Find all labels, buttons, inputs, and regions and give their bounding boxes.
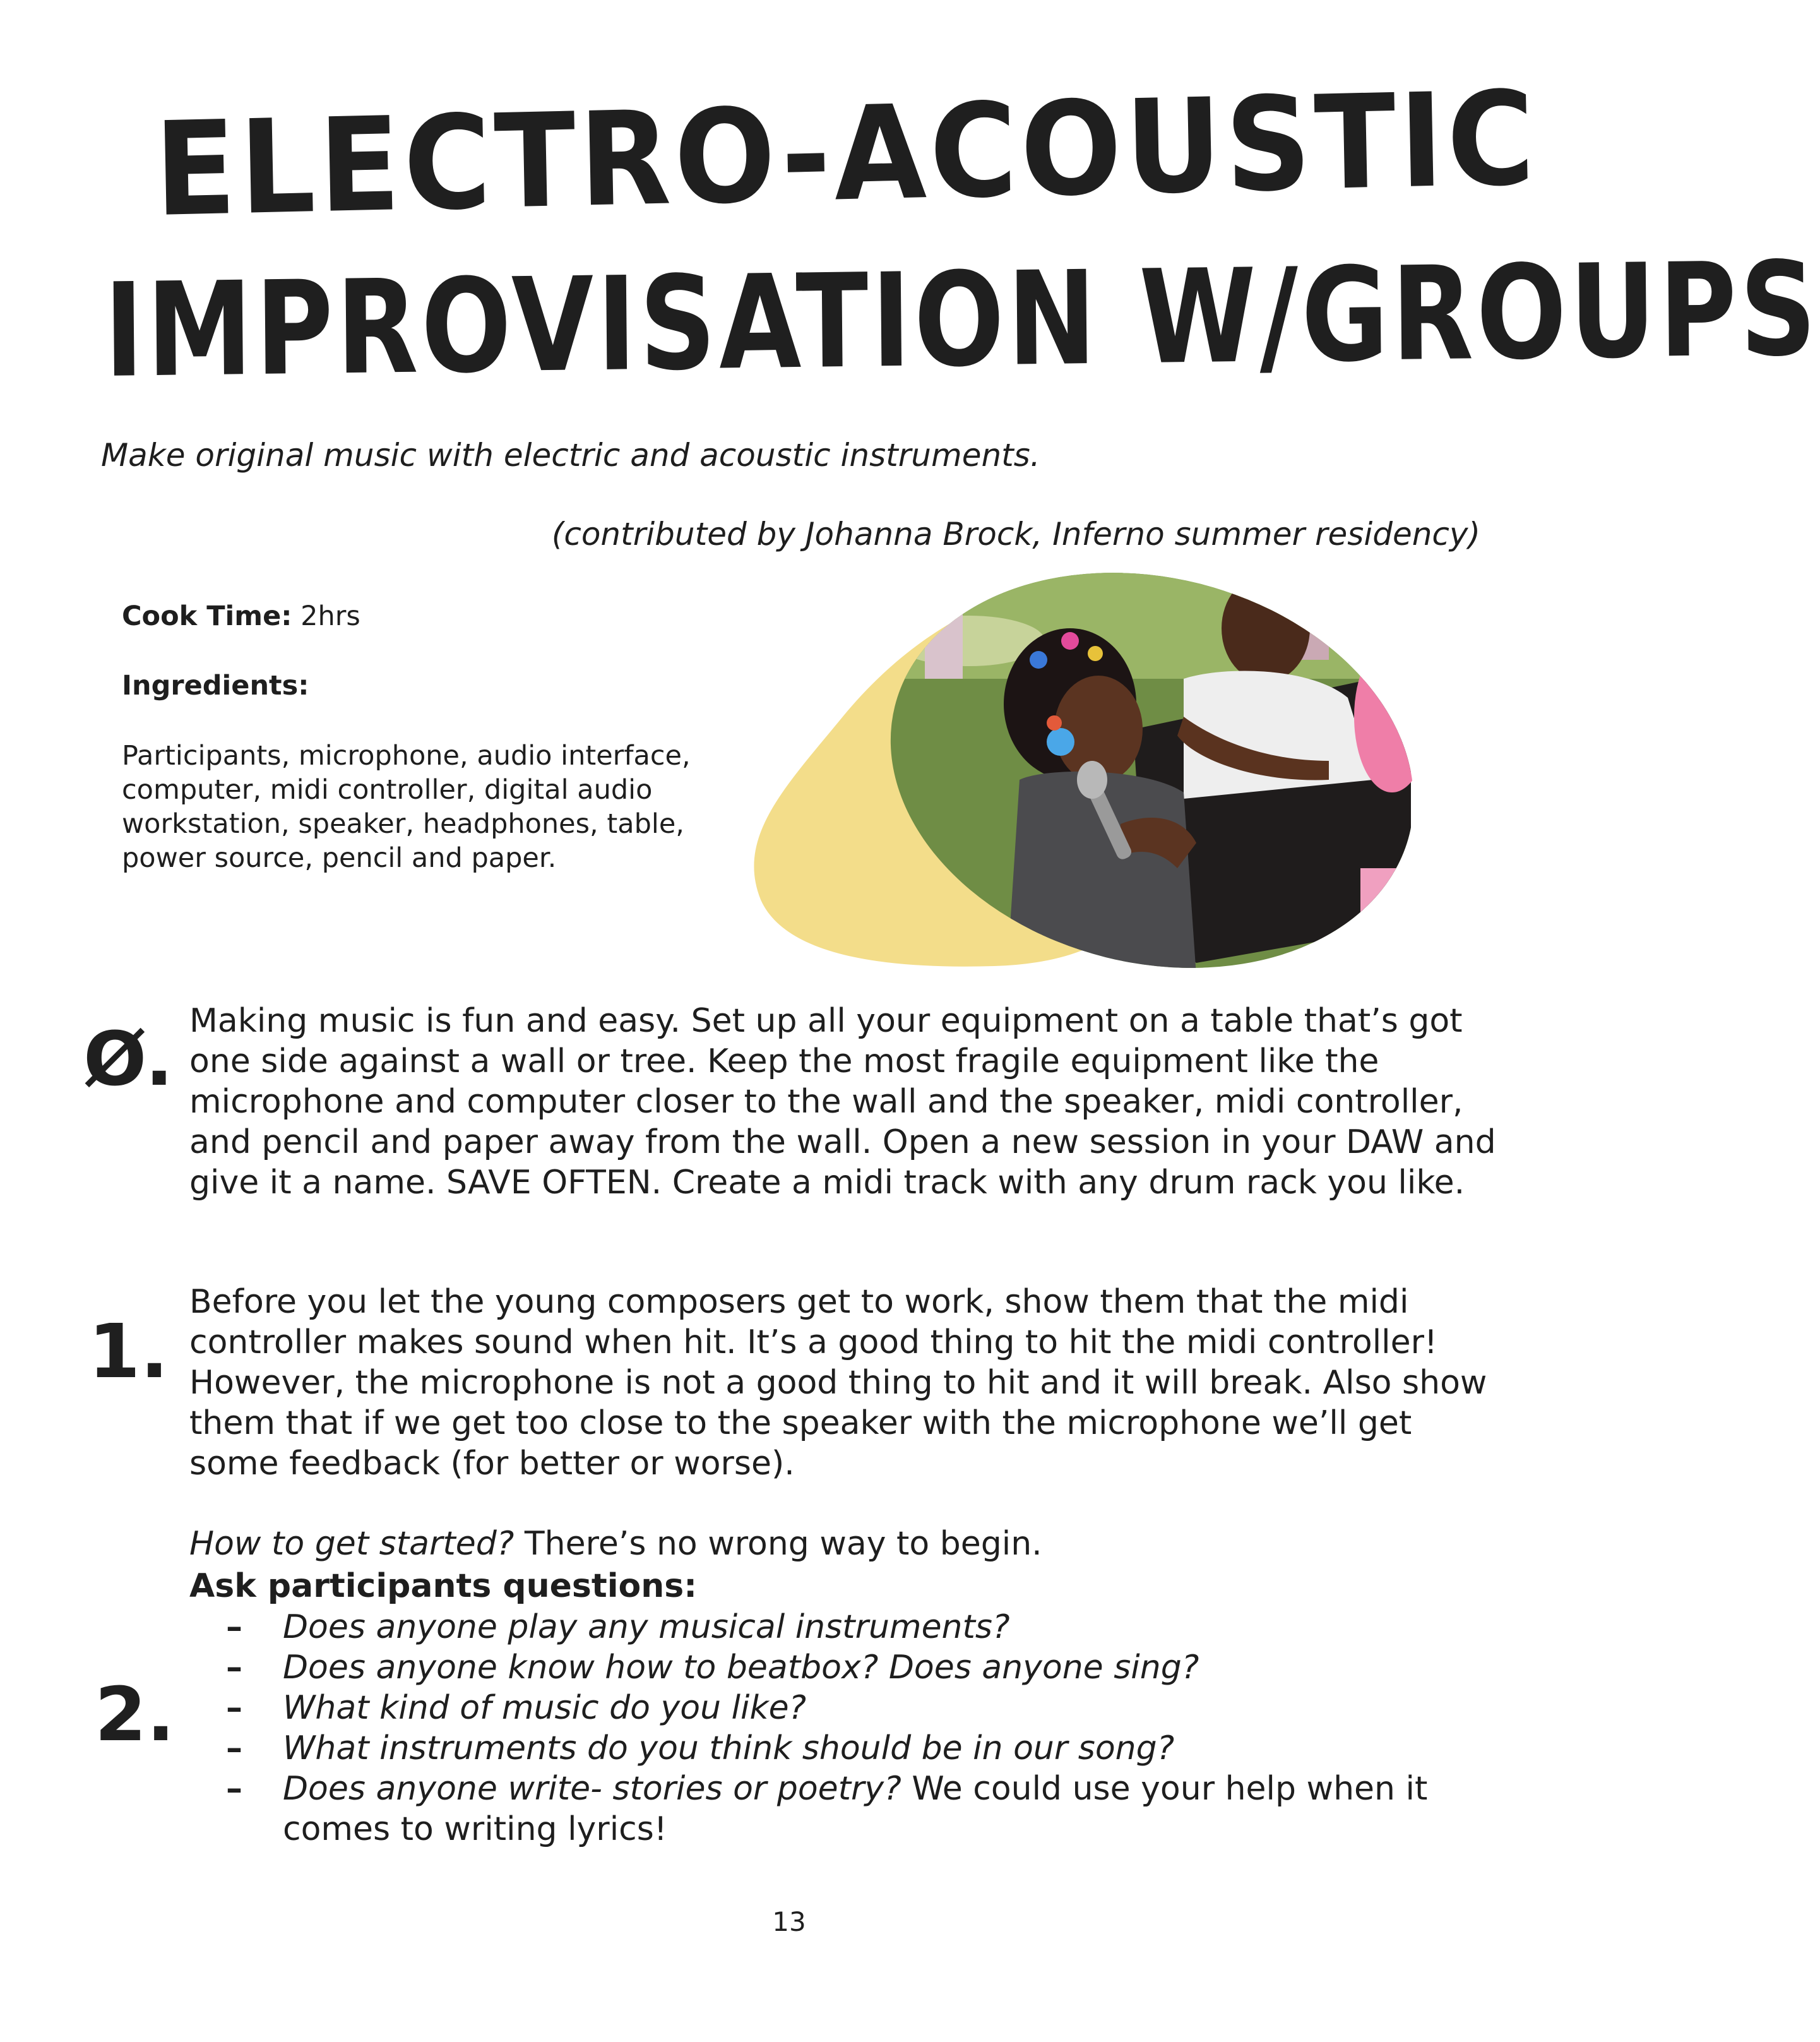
title-line-2: IMPROVISATION W/GROUPS (103, 234, 1820, 407)
dash-icon: – (226, 1729, 242, 1767)
start-question: How to get started? (189, 1525, 514, 1563)
question-text: What instruments do you think should be in our song? (283, 1729, 1175, 1767)
questions-heading (189, 1566, 1502, 1606)
ingredients-heading: Ingredients: (122, 670, 309, 702)
question-text: Does anyone write- stories or poetry? (283, 1770, 901, 1808)
step-0-text: Making music is fun and easy. Set up all your equipment on a table that’s got one side against a wall or tree. Keep the most fragile equipment like the microphone and computer closer to the wall and the speaker, midi controller, and pencil and paper away from the wall. Open a new session in your DAW and give it a name. SAVE OFTEN. Create a midi track with any drum rack you like. (189, 1002, 1496, 1202)
cook-time-label: Cook Time: (122, 600, 292, 632)
start-answer: There’s no wrong way to begin. (514, 1525, 1042, 1563)
question-followup: We could use your help when it comes to writing lyrics! (283, 1770, 1428, 1848)
dash-icon: – (226, 1770, 242, 1808)
list-item (189, 1607, 1502, 1647)
list-item (189, 1728, 1502, 1769)
ingredients-text: Participants, microphone, audio interface, computer, midi controller, digital audio workstation, speaker, headphones, table, power source, pencil and paper. (122, 740, 691, 874)
step-number-0: Ø. (83, 1015, 174, 1102)
photo-illustration (742, 571, 1411, 976)
page-number: 13 (772, 1906, 806, 1937)
questions-heading-text: Ask participants questions: (189, 1567, 698, 1605)
list-item (189, 1769, 1502, 1849)
step-number-1: 1. (88, 1308, 169, 1395)
dash-icon: – (226, 1689, 242, 1727)
dash-icon: – (226, 1608, 242, 1646)
cook-time-value: 2hrs (300, 600, 360, 632)
question-text: What kind of music do you like? (283, 1689, 807, 1727)
list-item (189, 1688, 1502, 1728)
question-text: Does anyone know how to beatbox? Does anyone sing? (283, 1649, 1199, 1687)
subtitle: Make original music with electric and acoustic instruments. (101, 437, 1040, 474)
question-text: Does anyone play any musical instruments? (283, 1608, 1010, 1646)
title-line-1: ELECTRO-ACOUSTIC (153, 64, 1540, 246)
questions-list (189, 1607, 1502, 1849)
cook-time (122, 599, 360, 634)
step-1-start (189, 1524, 1502, 1564)
list-item (189, 1647, 1502, 1688)
credit-line: (contributed by Johanna Brock, Inferno summer residency) (551, 516, 1480, 552)
dash-icon: – (226, 1649, 242, 1687)
step-1-text: Before you let the young composers get to work, show them that the midi controller makes sound when hit. It’s a good thing to hit the midi controller! However, the microphone is not a good thing to hit and it will break. Also show them that if we get too close to the speaker with the microphone we’ll get some feedback (for better or worse). (189, 1283, 1487, 1483)
step-number-2: 2. (95, 1671, 175, 1758)
